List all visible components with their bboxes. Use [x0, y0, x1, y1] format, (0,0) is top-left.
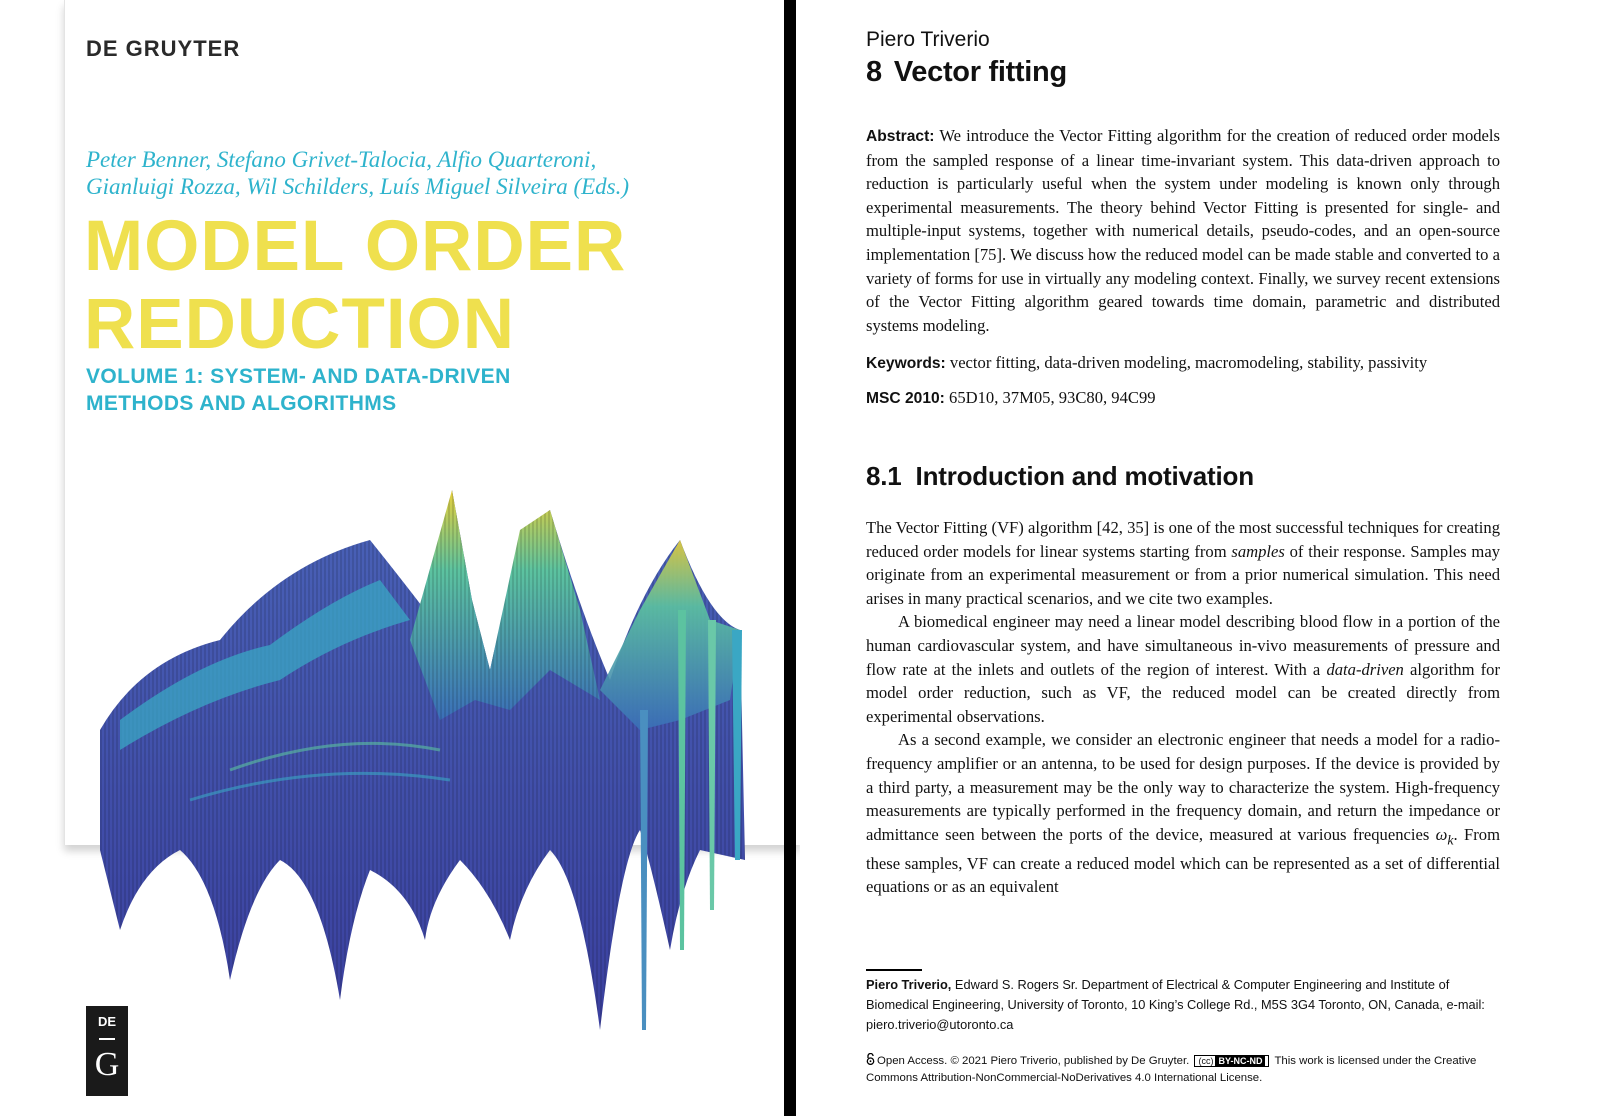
- chapter-title: [866, 56, 1067, 89]
- paragraph-2: [866, 610, 1500, 728]
- keywords-text: vector fitting, data-driven modeling, macromodeling, stability, passivity: [949, 353, 1428, 372]
- cover-title-line-2: REDUCTION: [84, 285, 516, 364]
- section-title: [866, 461, 1254, 492]
- cover-editors: [86, 146, 726, 200]
- omega-subscript: k: [1447, 832, 1454, 848]
- logo-bar: [99, 1038, 115, 1040]
- cover-title: [84, 208, 784, 364]
- author-footnote: [866, 975, 1500, 1035]
- logo-g: G: [94, 1046, 120, 1083]
- cc-badge-left: (cc): [1198, 1056, 1214, 1066]
- chapter-page: [866, 0, 1500, 1116]
- surface-spike-4: [640, 710, 648, 1030]
- open-access-icon: [866, 1053, 875, 1065]
- cc-license-badge[interactable]: [1194, 1055, 1269, 1067]
- keywords: [866, 351, 1500, 376]
- cover-surface-illustration: [80, 470, 800, 1070]
- chapter-title-text: Vector fitting: [893, 56, 1067, 88]
- omega-symbol: ω: [1435, 824, 1448, 844]
- paragraph-1-text-a: The Vector Fitting (VF) algorithm [42, 35] is one of the most successful techniques for creating reduced order models for linear systems starting from: [866, 518, 1500, 561]
- cover-subtitle-line-2: METHODS AND ALGORITHMS: [86, 392, 397, 415]
- paragraph-1-emphasis: samples: [1231, 541, 1285, 561]
- cc-badge-right: BY-NC-ND: [1215, 1056, 1265, 1066]
- paragraph-3-text-b: . From these samples, VF can create a reduced model which can be represented as a set of differential equations or as an equivalent: [866, 824, 1500, 897]
- surface-ridge-right: [600, 540, 740, 730]
- license-text-a: Open Access. © 2021 Piero Triverio, published by De Gruyter.: [877, 1055, 1190, 1067]
- abstract: [866, 124, 1500, 337]
- license-text-b: This work is licensed under the Creative Commons Attribution-NonCommercial-NoDerivatives 4.0 International License.: [866, 1055, 1477, 1084]
- publisher-name: DE GRUYTER: [86, 36, 241, 61]
- abstract-label: Abstract:: [866, 128, 935, 145]
- footnote-label: Piero Triverio,: [866, 977, 952, 992]
- editors-line-1: Peter Benner, Stefano Grivet-Talocia, Alfio Quarteroni,: [86, 147, 597, 172]
- surface-spike-2: [708, 620, 716, 910]
- paragraph-2-text-b: algorithm for model order reduction, such as VF, the reduced model can be created directly from experimental observations.: [866, 659, 1500, 726]
- keywords-label: Keywords:: [866, 355, 946, 372]
- chapter-number: 8: [866, 56, 882, 88]
- de-gruyter-logo: [86, 1006, 128, 1096]
- paragraph-1-text-b: of their response. Samples may originate from an experimental measurement or from a prior numerical simulation. This need arises in many practical scenarios, and we cite two examples.: [866, 541, 1500, 608]
- paragraph-2-text-a: A biomedical engineer may need a linear model describing blood flow in a portion of the human cardiovascular system, and have simultaneous in-vivo measurements of pressure and flow rate at the inlets and outlets of the region of interest. With a: [866, 612, 1500, 679]
- cover-title-line-1: MODEL ORDER: [84, 207, 627, 286]
- section-title-text: Introduction and motivation: [915, 461, 1254, 491]
- editors-line-2: Gianluigi Rozza, Wil Schilders, Luís Miguel Silveira (Eds.): [86, 174, 630, 199]
- cover-subtitle: [86, 363, 686, 417]
- msc-text: 65D10, 37M05, 93C80, 94C99: [949, 388, 1156, 407]
- paragraph-1: [866, 518, 1500, 608]
- footnote-rule: [866, 969, 922, 971]
- msc-label: MSC 2010:: [866, 390, 945, 407]
- cover-subtitle-line-1: VOLUME 1: SYSTEM- AND DATA-DRIVEN: [86, 365, 511, 388]
- msc-classification: [866, 386, 1500, 411]
- intro-body: [866, 516, 1500, 899]
- license-notice: [866, 1053, 1500, 1087]
- page-divider: [784, 0, 796, 1116]
- chapter-author: Piero Triverio: [866, 28, 990, 51]
- abstract-text: We introduce the Vector Fitting algorithm for the creation of reduced order models from the sampled response of a linear time-invariant system. This data-driven approach to reduction is particularly useful when the system under modeling is known only through experimental measurements. The theory behind Vector Fitting is presented for single- and multiple-input systems, together with numerical details, pseudo-codes, and an open-source implementation [75]. We discuss how the reduced model can be made stable and converted to a variety of forms for use in virtually any modeling context. Finally, we survey recent extensions of the Vector Fitting algorithm geared towards time domain, parametric and distributed systems modeling.: [866, 126, 1500, 335]
- section-number: 8.1: [866, 461, 902, 491]
- paragraph-2-emphasis: data-driven: [1326, 659, 1404, 679]
- paragraph-3-text-a: As a second example, we consider an electronic engineer that needs a model for a radio-frequency amplifier or an antenna, to be used for design purposes. If the device is provided by a third party, a measurement may be the only way to characterize the system. High-frequency measurements are typically performed in the frequency domain, and return the impedance or admittance seen between the ports of the device, measured at various frequencies: [866, 730, 1500, 844]
- logo-de: DE: [97, 1014, 117, 1029]
- paragraph-3: [866, 728, 1500, 898]
- footnote-text: Edward S. Rogers Sr. Department of Electrical & Computer Engineering and Institute of Biomedical Engineering, University of Toronto, 10 King’s College Rd., M5S 3G4 Toronto, ON, Canada, e-mail: piero.triverio@utoronto.ca: [866, 977, 1485, 1032]
